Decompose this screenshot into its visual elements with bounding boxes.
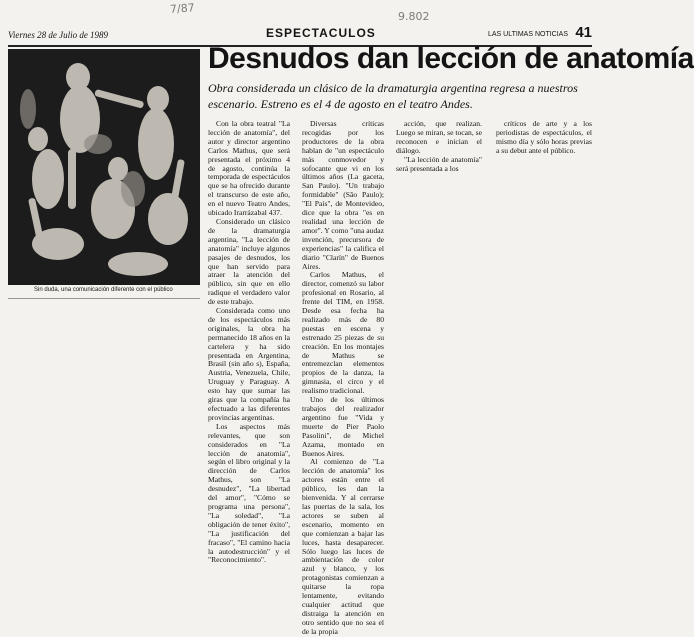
paragraph: Considerado un clásico de la dramaturgia argentina, "La lección de anatomía" incluye algunos pasajes de desnudos, los que han servido para atraer la atención del público, sin que en ello radique el verdadero valor de este trabajo. <box>208 216 290 307</box>
article-column-4 <box>496 120 592 200</box>
paragraph: Diversas críticas recogidas por los productores de la obra hablan de "un espectáculo más conmovedor y sofocante que vi en los últimos años (La gaceta, San Paulo). "Un trabajo formidable" (São Paulo); "El País", de Montevideo, dice que la obra "es en realidad una lección de amor". Y como "una audaz invención, precursora de experiencias" la califica el diario "Clarín" de Buenos Aires. <box>302 119 384 271</box>
paragraph: Carlos Mathus, el director, comenzó su labor profesional en Rosario, al frente del TIM, en 1958. Desde esa fecha ha realizado más de 80 puestas en escena y estrenado 25 piezas de su creación. En los montajes de Mathus se entremezclan elementos propios de la danza, la gimnasia, el circo y el realismo tradicional. <box>302 270 384 396</box>
paragraph: acción, que realizan. Luego se miran, se tocan, se reconocen e inician el diálogo. <box>396 119 482 155</box>
article-photo <box>8 49 200 285</box>
article-column-3 <box>396 120 482 470</box>
article-deck: Obra considerada un clásico de la dramaturgia argentina regresa a nuestros escenario. Estreno es el 4 de agosto en el teatro Andes. <box>208 81 578 111</box>
paragraph: Al comienzo de "La lección de anatomía" los actores están entre el público, les dan la bienvenida. Y al cerrarse las puertas de la sala, los actores se suben al escenario, momento en que comienzan a bajar las luces, hasta desaparecer. Sólo luego las luces de ambientación de color azul y blanco, y los protagonistas comienzan a quitarse la ropa lentamente, evitando cualquier actitud que distraiga la atención en otro sentido que no sea el de la propia <box>302 457 384 636</box>
section-title: ESPECTACULOS <box>266 26 376 40</box>
paragraph: Con la obra teatral "La lección de anatomía", del autor y director argentino Carlos Mathus, que será presentada el próximo 4 de agosto, continúa la temporada de espectáculos que se ha ofrecido durante el transcurso de este año, en el nuevo Teatro Andes, ubicado Irarrázabal 437. <box>208 119 290 218</box>
handwritten-note-right: 9.802 <box>398 10 430 23</box>
page-number: 41 <box>575 24 592 41</box>
headline: Desnudos dan lección de anatomía <box>208 42 694 75</box>
paragraph: Considerada como uno de los espectáculos más originales, la obra ha permanecido 18 años en la cartelera y ha sido presentada en Argentina, Brasil (sin año s), España, Austria, Venezuela, Chile, Uruguay y Paraguay. A esto hay que sumar las giras que la compañía ha efectuado a las diferentes provincias argentinas. <box>208 306 290 422</box>
newspaper-name: LAS ULTIMAS NOTICIAS <box>488 31 568 38</box>
paragraph: críticos de arte y a los periodistas de espectáculos, el mismo día y sólo horas previas a su debut ante el público. <box>496 119 592 155</box>
paragraph: Uno de los últimos trabajos del realizador argentino fue "Vida y muerte de Pier Paolo Pasolini", de Michel Azama, montado en Buenos Aires. <box>302 395 384 458</box>
article-column-1 <box>208 119 290 565</box>
paragraph: Los aspectos más relevantes, que son considerados en "La lección de anatomía", según el libro original y la dirección de Carlos Mathus, son "La desnudez", "La libertad del amor", "Cómo se programa una persona", "La soledad", "La obligación de tener éxito", "La justificación del fracaso", "El camino hacia la autodestrucción" y el "Reconocimiento". <box>208 421 290 565</box>
photo-caption: Sin duda, una comunicación diferente con el público <box>34 287 173 293</box>
handwritten-note-left: 7/87 <box>169 1 196 16</box>
left-column-margin <box>8 298 200 471</box>
article-column-2 <box>302 119 384 636</box>
dateline: Viernes 28 de Julio de 1989 <box>8 30 109 40</box>
photo-illustration <box>8 49 200 285</box>
paragraph: "La lección de anatomía" será presentada a los <box>396 154 482 173</box>
page-header <box>8 24 592 44</box>
